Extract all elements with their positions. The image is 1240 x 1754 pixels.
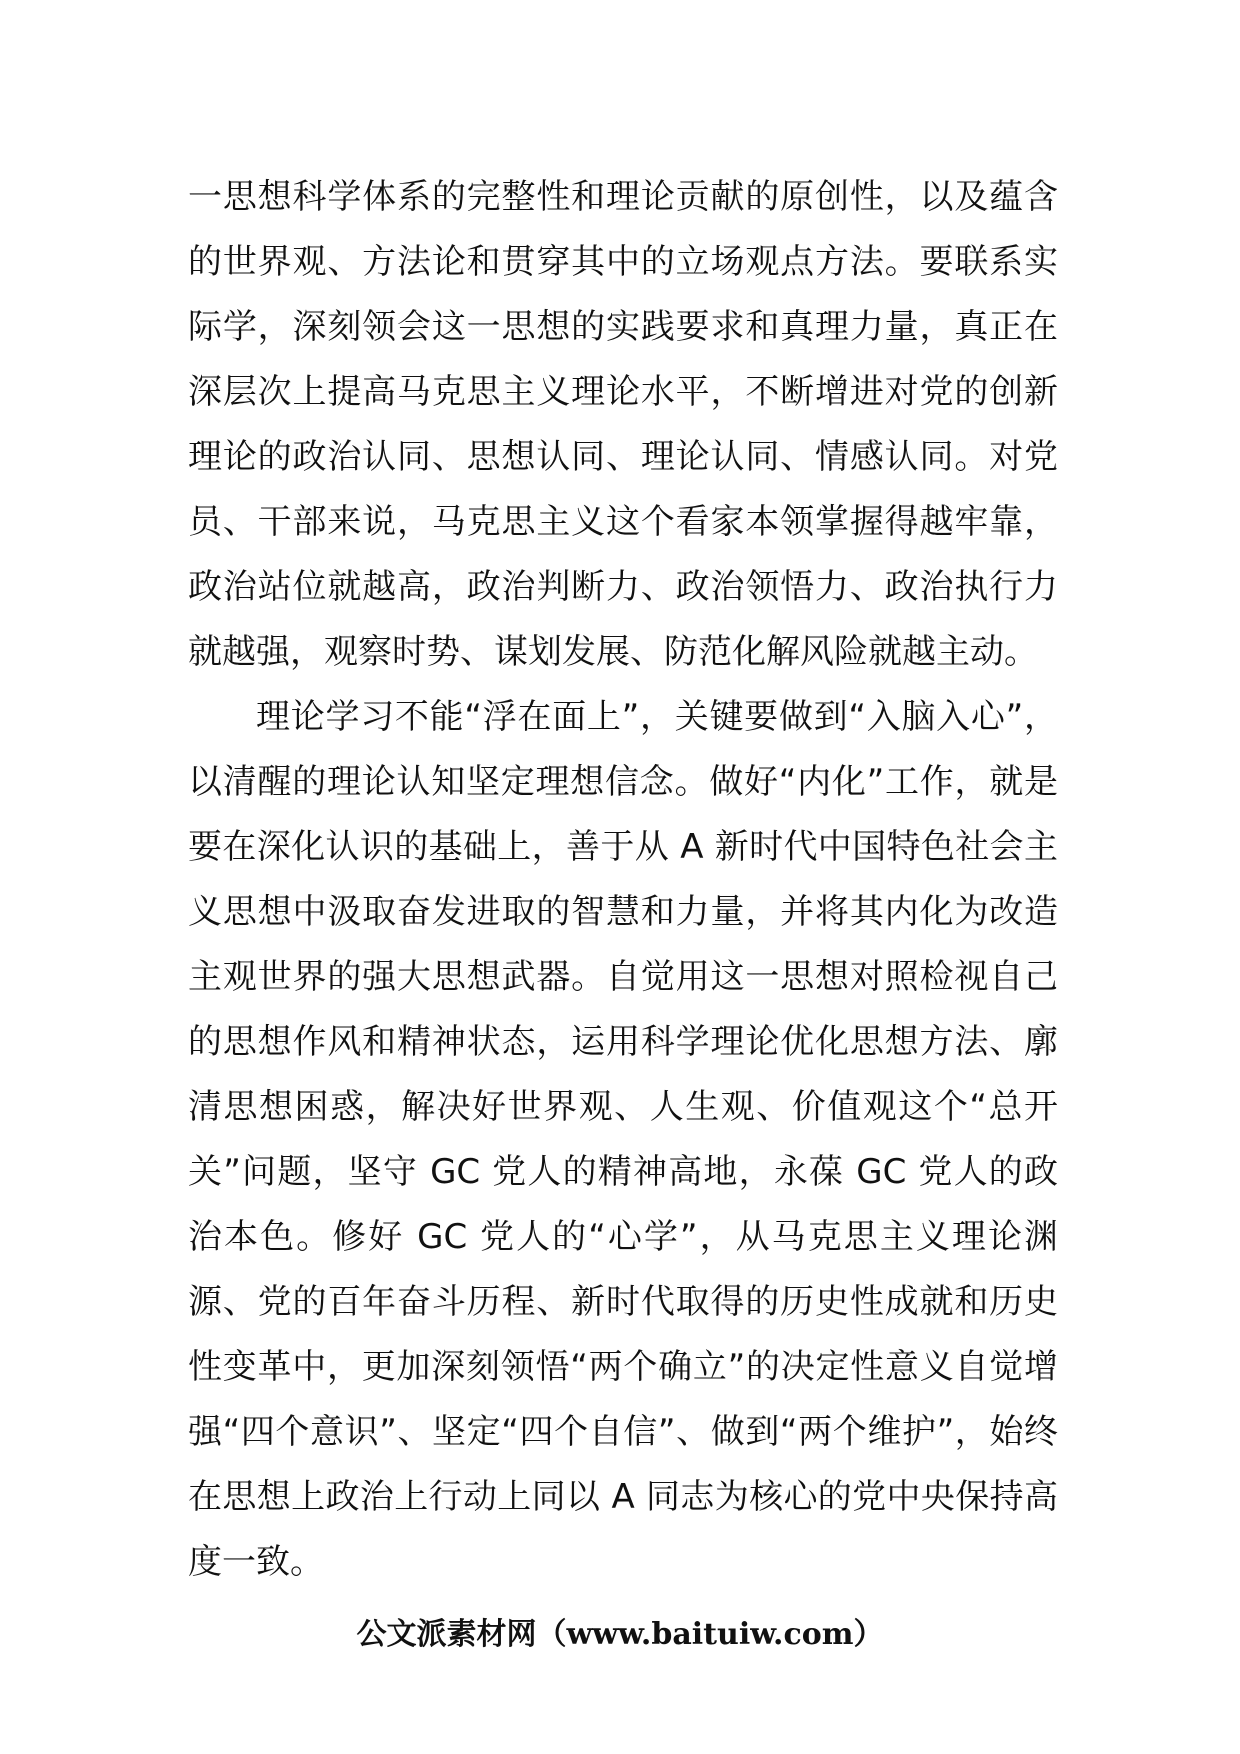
source-watermark-footer: 公文派素材网（www.baituiw.com） [356, 1617, 884, 1652]
document-body [188, 165, 1058, 1595]
paragraph-continuation: 一思想科学体系的完整性和理论贡献的原创性，以及蕴含的世界观、方法论和贯穿其中的立场观点方法。要联系实际学，深刻领会这一思想的实践要求和真理力量，真正在深层次上提高马克思主义理论水平，不断增进对党的创新理论的政治认同、思想认同、理论认同、情感认同。对党员、干部来说，马克思主义这个看家本领掌握得越牢靠，政治站位就越高，政治判断力、政治领悟力、政治执行力就越强，观察时势、谋划发展、防范化解风险就越主动。 [188, 177, 1058, 672]
paragraph-theory-study: 理论学习不能“浮在面上”，关键要做到“入脑入心”，以清醒的理论认知坚定理想信念。做好“内化”工作，就是要在深化认识的基础上，善于从 A 新时代中国特色社会主义思想中汲取奋发进取的智慧和力量，并将其内化为改造主观世界的强大思想武器。自觉用这一思想对照检视自己的思想作风和精神状态，运用科学理论优化思想方法、廓清思想困惑，解决好世界观、人生观、价值观这个“总开关”问题，坚守 GC 党人的精神高地，永葆 GC 党人的政治本色。修好 GC 党人的“心学”，从马克思主义理论渊源、党的百年奋斗历程、新时代取得的历史性成就和历史性变革中，更加深刻领悟“两个确立”的决定性意义自觉增强“四个意识”、坚定“四个自信”、做到“两个维护”，始终在思想上政治上行动上同以 A 同志为核心的党中央保持高度一致。 [188, 697, 1058, 1582]
